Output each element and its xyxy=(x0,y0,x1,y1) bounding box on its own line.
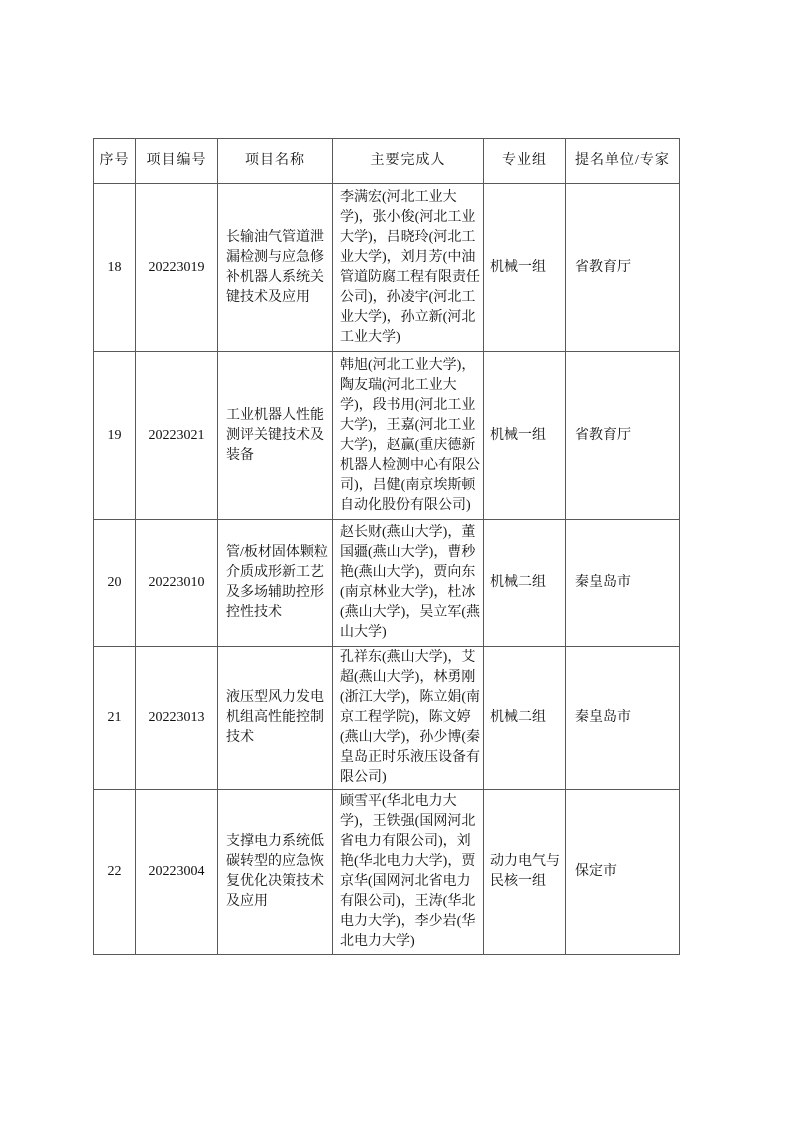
cell-group: 动力电气与民核一组 xyxy=(484,790,566,955)
table-header-row xyxy=(94,139,680,184)
column-header-nominator: 提名单位/专家 xyxy=(566,139,680,184)
cell-serial: 20 xyxy=(94,520,136,647)
table-row xyxy=(94,184,680,352)
table-row xyxy=(94,520,680,647)
cell-project-name: 工业机器人性能测评关键技术及装备 xyxy=(218,352,333,520)
cell-contributors: 赵长财(燕山大学)，董国疆(燕山大学)，曹秒艳(燕山大学)，贾向东(南京林业大学)，杜冰(燕山大学)，吴立军(燕山大学) xyxy=(333,520,484,647)
table-row xyxy=(94,790,680,955)
cell-project-code: 20223019 xyxy=(136,184,218,352)
cell-project-name: 支撑电力系统低碳转型的应急恢复优化决策技术及应用 xyxy=(218,790,333,955)
cell-group: 机械二组 xyxy=(484,647,566,790)
cell-contributors: 韩旭(河北工业大学)，陶友瑞(河北工业大学)，段书用(河北工业大学)，王嘉(河北工业大学)，赵赢(重庆德新机器人检测中心有限公司)，吕健(南京埃斯顿自动化股份有限公司) xyxy=(333,352,484,520)
cell-nominator: 秦皇岛市 xyxy=(566,647,680,790)
project-award-table xyxy=(93,138,680,955)
column-header-project-name: 项目名称 xyxy=(218,139,333,184)
cell-group: 机械一组 xyxy=(484,352,566,520)
cell-nominator: 秦皇岛市 xyxy=(566,520,680,647)
cell-project-name: 长输油气管道泄漏检测与应急修补机器人系统关键技术及应用 xyxy=(218,184,333,352)
cell-serial: 21 xyxy=(94,647,136,790)
cell-serial: 18 xyxy=(94,184,136,352)
cell-serial: 19 xyxy=(94,352,136,520)
cell-project-name: 液压型风力发电机组高性能控制技术 xyxy=(218,647,333,790)
cell-project-code: 20223010 xyxy=(136,520,218,647)
cell-nominator: 省教育厅 xyxy=(566,352,680,520)
column-header-contributors: 主要完成人 xyxy=(333,139,484,184)
cell-project-code: 20223013 xyxy=(136,647,218,790)
cell-nominator: 保定市 xyxy=(566,790,680,955)
column-header-group: 专业组 xyxy=(484,139,566,184)
table-row xyxy=(94,352,680,520)
cell-project-code: 20223021 xyxy=(136,352,218,520)
table-row xyxy=(94,647,680,790)
cell-nominator: 省教育厅 xyxy=(566,184,680,352)
column-header-serial: 序号 xyxy=(94,139,136,184)
cell-serial: 22 xyxy=(94,790,136,955)
cell-group: 机械一组 xyxy=(484,184,566,352)
cell-project-name: 管/板材固体颗粒介质成形新工艺及多场辅助控形控性技术 xyxy=(218,520,333,647)
cell-project-code: 20223004 xyxy=(136,790,218,955)
cell-contributors: 顾雪平(华北电力大学)，王铁强(国网河北省电力有限公司)，刘艳(华北电力大学)，贾京华(国网河北省电力有限公司)，王涛(华北电力大学)，李少岩(华北电力大学) xyxy=(333,790,484,955)
column-header-project-code: 项目编号 xyxy=(136,139,218,184)
cell-contributors: 孔祥东(燕山大学)，艾超(燕山大学)，林勇刚(浙江大学)，陈立娟(南京工程学院)，陈文婷(燕山大学)，孙少博(秦皇岛正时乐液压设备有限公司) xyxy=(333,647,484,790)
cell-contributors: 李满宏(河北工业大学)，张小俊(河北工业大学)，吕晓玲(河北工业大学)，刘月芳(中油管道防腐工程有限责任公司)，孙凌宇(河北工业大学)，孙立新(河北工业大学) xyxy=(333,184,484,352)
cell-group: 机械二组 xyxy=(484,520,566,647)
